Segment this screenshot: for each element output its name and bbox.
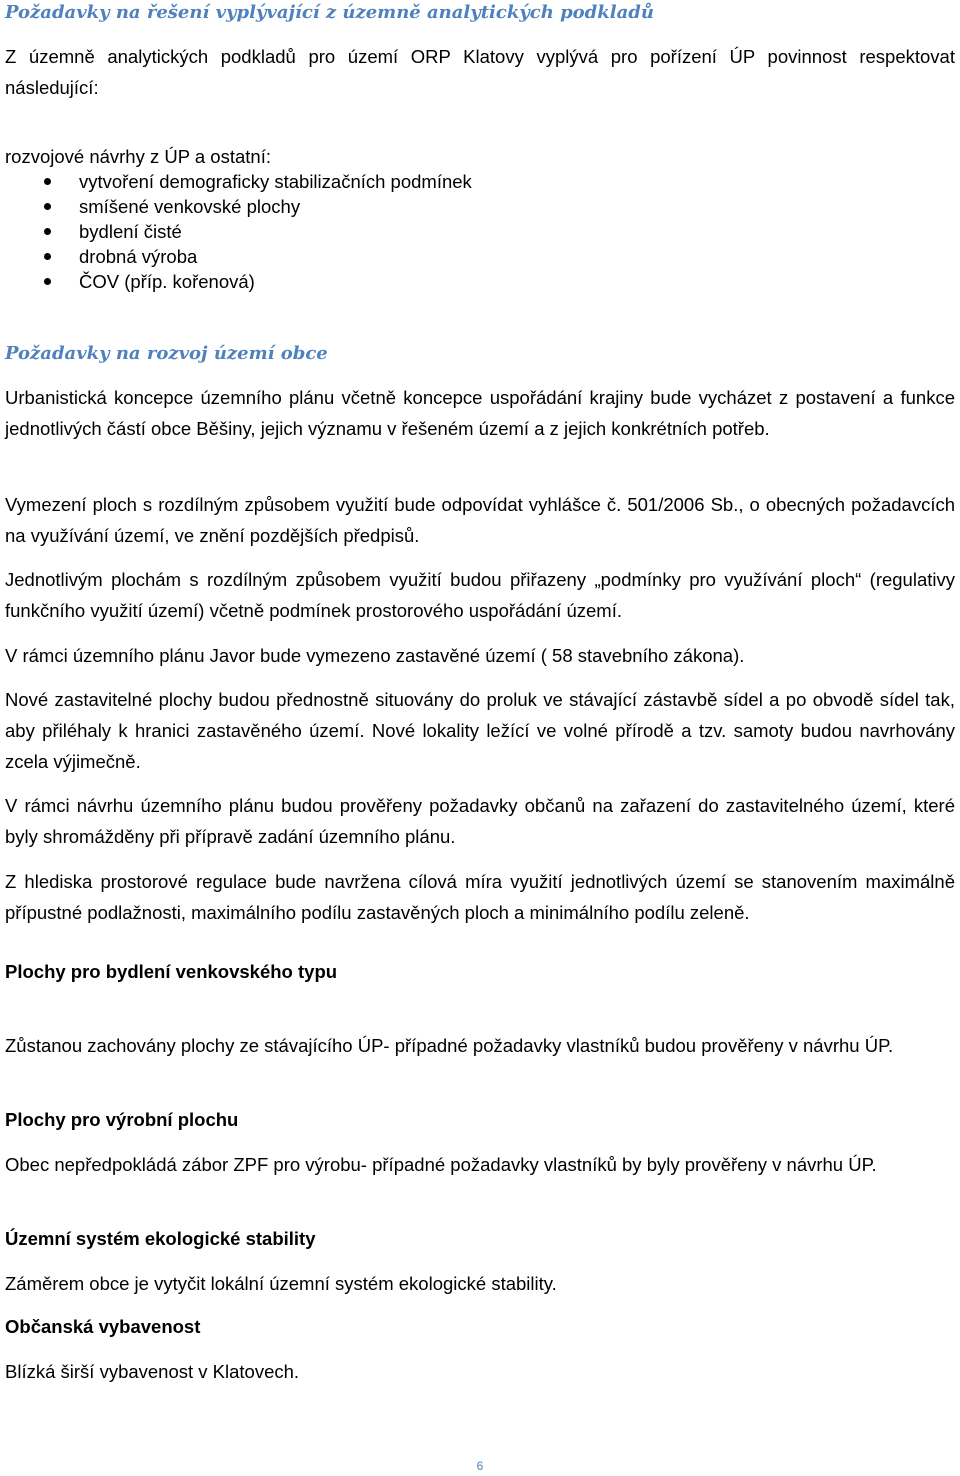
page-number: 6 <box>476 1459 484 1473</box>
section-heading-rozvoj: Požadavky na rozvoj území obce <box>5 343 328 364</box>
heading-vyroba: Plochy pro výrobní plochu <box>5 1109 239 1130</box>
bullet-icon <box>44 203 51 210</box>
bullet-icon <box>44 178 51 185</box>
bullet-icon <box>44 253 51 260</box>
paragraph-vybavenost: Blízká širší vybavenost v Klatovech. <box>5 1361 300 1382</box>
list-item: bydlení čisté <box>0 219 472 244</box>
paragraph-urbanisticka: Urbanistická koncepce územního plánu včetně koncepce uspořádání krajiny bude vycházet z postavení a funkce jednotlivých částí obce Běšiny, jejich významu v řešeném území a z jejich konkrétních potřeb. <box>5 387 955 439</box>
heading-uses: Územní systém ekologické stability <box>5 1228 316 1249</box>
paragraph-pozadavky-obcanu: V rámci návrhu územního plánu budou prověřeny požadavky občanů na zařazení do zastavitelného území, které byly shromážděny při přípravě zadání územního plánu. <box>5 795 955 847</box>
heading-vybavenost: Občanská vybavenost <box>5 1316 201 1337</box>
bullet-icon <box>44 278 51 285</box>
bullet-list <box>0 169 472 294</box>
paragraph-zastavene-uzemi: V rámci územního plánu Javor bude vymezeno zastavěné území ( 58 stavebního zákona). <box>5 645 745 666</box>
list-item: vytvoření demograficky stabilizačních podmínek <box>0 169 472 194</box>
list-item: smíšené venkovské plochy <box>0 194 472 219</box>
paragraph-vyroba: Obec nepředpokládá zábor ZPF pro výrobu- případné požadavky vlastníků by byly prověřeny v návrhu ÚP. <box>5 1154 877 1175</box>
paragraph-bydleni: Zůstanou zachovány plochy ze stávajícího ÚP- případné požadavky vlastníků budou prověřeny v návrhu ÚP. <box>5 1035 894 1056</box>
paragraph-uses: Záměrem obce je vytyčit lokální územní systém ekologické stability. <box>5 1273 557 1294</box>
list-intro: rozvojové návrhy z ÚP a ostatní: <box>5 146 271 167</box>
intro-paragraph: Z územně analytických podkladů pro území ORP Klatovy vyplývá pro pořízení ÚP povinnost respektovat následující: <box>5 46 955 98</box>
paragraph-vymezeni: Vymezení ploch s rozdílným způsobem využití bude odpovídat vyhlášce č. 501/2006 Sb., o obecných požadavcích na využívání území, ve znění pozdějších předpisů. <box>5 494 955 546</box>
list-item: ČOV (příp. kořenová) <box>0 269 472 294</box>
section-heading-uap: Požadavky na řešení vyplývající z územně analytických podkladů <box>5 2 654 23</box>
list-item: drobná výroba <box>0 244 472 269</box>
paragraph-zastavitelne-plochy: Nové zastavitelné plochy budou přednostně situovány do proluk ve stávající zástavbě sídel a po obvodě sídel tak, aby přiléhaly k hranici zastavěného území. Nové lokality ležící ve volné přírodě a tzv. samoty budou navrhovány zcela výjimečně. <box>5 689 955 772</box>
paragraph-prostorova-regulace: Z hlediska prostorové regulace bude navržena cílová míra využití jednotlivých území se stanovením maximálně přípustné podlažnosti, maximálního podílu zastavěných ploch a minimálního podílu zeleně. <box>5 871 955 923</box>
bullet-icon <box>44 228 51 235</box>
paragraph-jednotlivym: Jednotlivým plochám s rozdílným způsobem využití budou přiřazeny „podmínky pro využívání ploch“ (regulativy funkčního využití území) včetně podmínek prostorového uspořádání území. <box>5 569 955 621</box>
heading-bydleni: Plochy pro bydlení venkovského typu <box>5 961 338 982</box>
